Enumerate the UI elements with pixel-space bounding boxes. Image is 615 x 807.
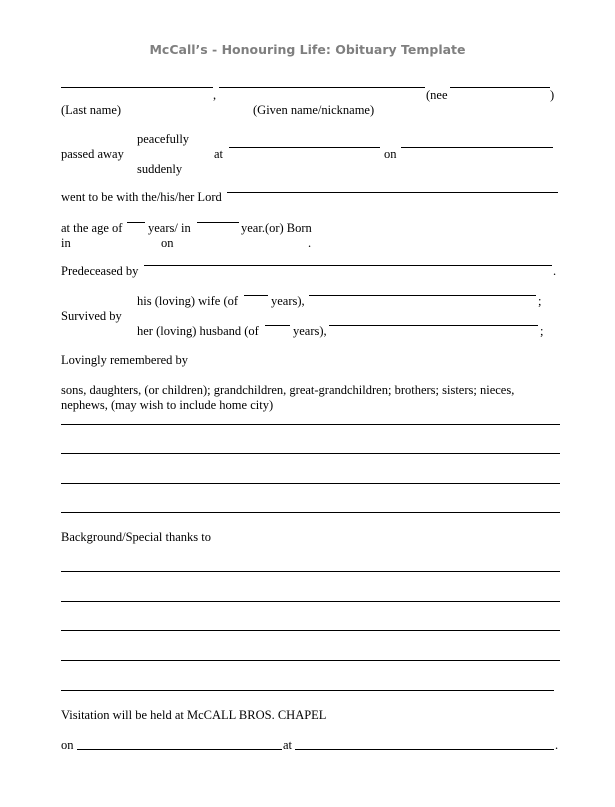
went-to-be-label: went to be with the/his/her Lord [61, 190, 222, 204]
passed-away-label: passed away [61, 147, 124, 161]
wife-label: his (loving) wife (of [137, 294, 239, 308]
lord-line[interactable] [227, 192, 558, 193]
husband-years-line[interactable] [265, 325, 290, 326]
wife-name-line[interactable] [309, 295, 536, 296]
background-line-1[interactable] [61, 571, 560, 572]
survived-by-label: Survived by [61, 309, 122, 323]
visitation-date-line[interactable] [77, 749, 282, 750]
date-of-death-line[interactable] [401, 147, 553, 148]
predeceased-label: Predeceased by [61, 264, 139, 278]
background-line-5[interactable] [61, 690, 554, 691]
page-title: McCall’s - Honouring Life: Obituary Template [149, 42, 466, 57]
nee-close: ) [550, 88, 555, 102]
relatives-line-4[interactable] [61, 512, 560, 513]
age-label: at the age of [61, 221, 123, 235]
peacefully-option: peacefully [137, 132, 190, 146]
background-line-2[interactable] [61, 601, 560, 602]
background-thanks-label: Background/Special thanks to [61, 530, 211, 544]
visitation-period: . [555, 738, 559, 752]
years-in-label: years/ in [148, 221, 191, 235]
on-label: on [384, 147, 397, 161]
lovingly-remembered-label: Lovingly remembered by [61, 353, 189, 367]
background-line-4[interactable] [61, 660, 560, 661]
predeceased-period: . [553, 264, 557, 278]
given-name-label: (Given name/nickname) [253, 103, 375, 117]
year-born-label: year.(or) Born [241, 221, 312, 235]
relatives-line-2[interactable] [61, 453, 560, 454]
born-in-label: in [61, 236, 71, 250]
given-name-line[interactable] [219, 87, 425, 88]
relatives-line-1[interactable] [61, 424, 560, 425]
husband-semicolon: ; [540, 324, 544, 338]
last-name-line[interactable] [61, 87, 213, 88]
relatives-line-3[interactable] [61, 483, 560, 484]
husband-label: her (loving) husband (of [137, 324, 259, 338]
age-line[interactable] [127, 222, 145, 223]
visitation-at-label: at [283, 738, 293, 752]
born-on-label: on [161, 236, 174, 250]
nee-line[interactable] [450, 87, 550, 88]
relatives-instructions-line2: nephews, (may wish to include home city) [61, 398, 274, 412]
husband-name-line[interactable] [329, 325, 538, 326]
year-line[interactable] [197, 222, 239, 223]
wife-years-label: years), [271, 294, 305, 308]
visitation-on-label: on [61, 738, 74, 752]
background-line-3[interactable] [61, 630, 560, 631]
last-name-label: (Last name) [61, 103, 122, 117]
predeceased-line[interactable] [144, 265, 552, 266]
at-label: at [214, 147, 224, 161]
nee-label: (nee [426, 88, 448, 102]
husband-years-label: years), [293, 324, 327, 338]
born-period: . [308, 236, 312, 250]
visitation-place-line[interactable] [295, 749, 554, 750]
comma: , [213, 88, 217, 102]
wife-years-line[interactable] [244, 295, 268, 296]
wife-semicolon: ; [538, 294, 542, 308]
visitation-label: Visitation will be held at McCALL BROS. CHAPEL [61, 708, 327, 722]
suddenly-option: suddenly [137, 162, 183, 176]
relatives-instructions-line1: sons, daughters, (or children); grandchildren, great-grandchildren; brothers; sisters; nieces, [61, 383, 515, 397]
place-of-death-line[interactable] [229, 147, 380, 148]
